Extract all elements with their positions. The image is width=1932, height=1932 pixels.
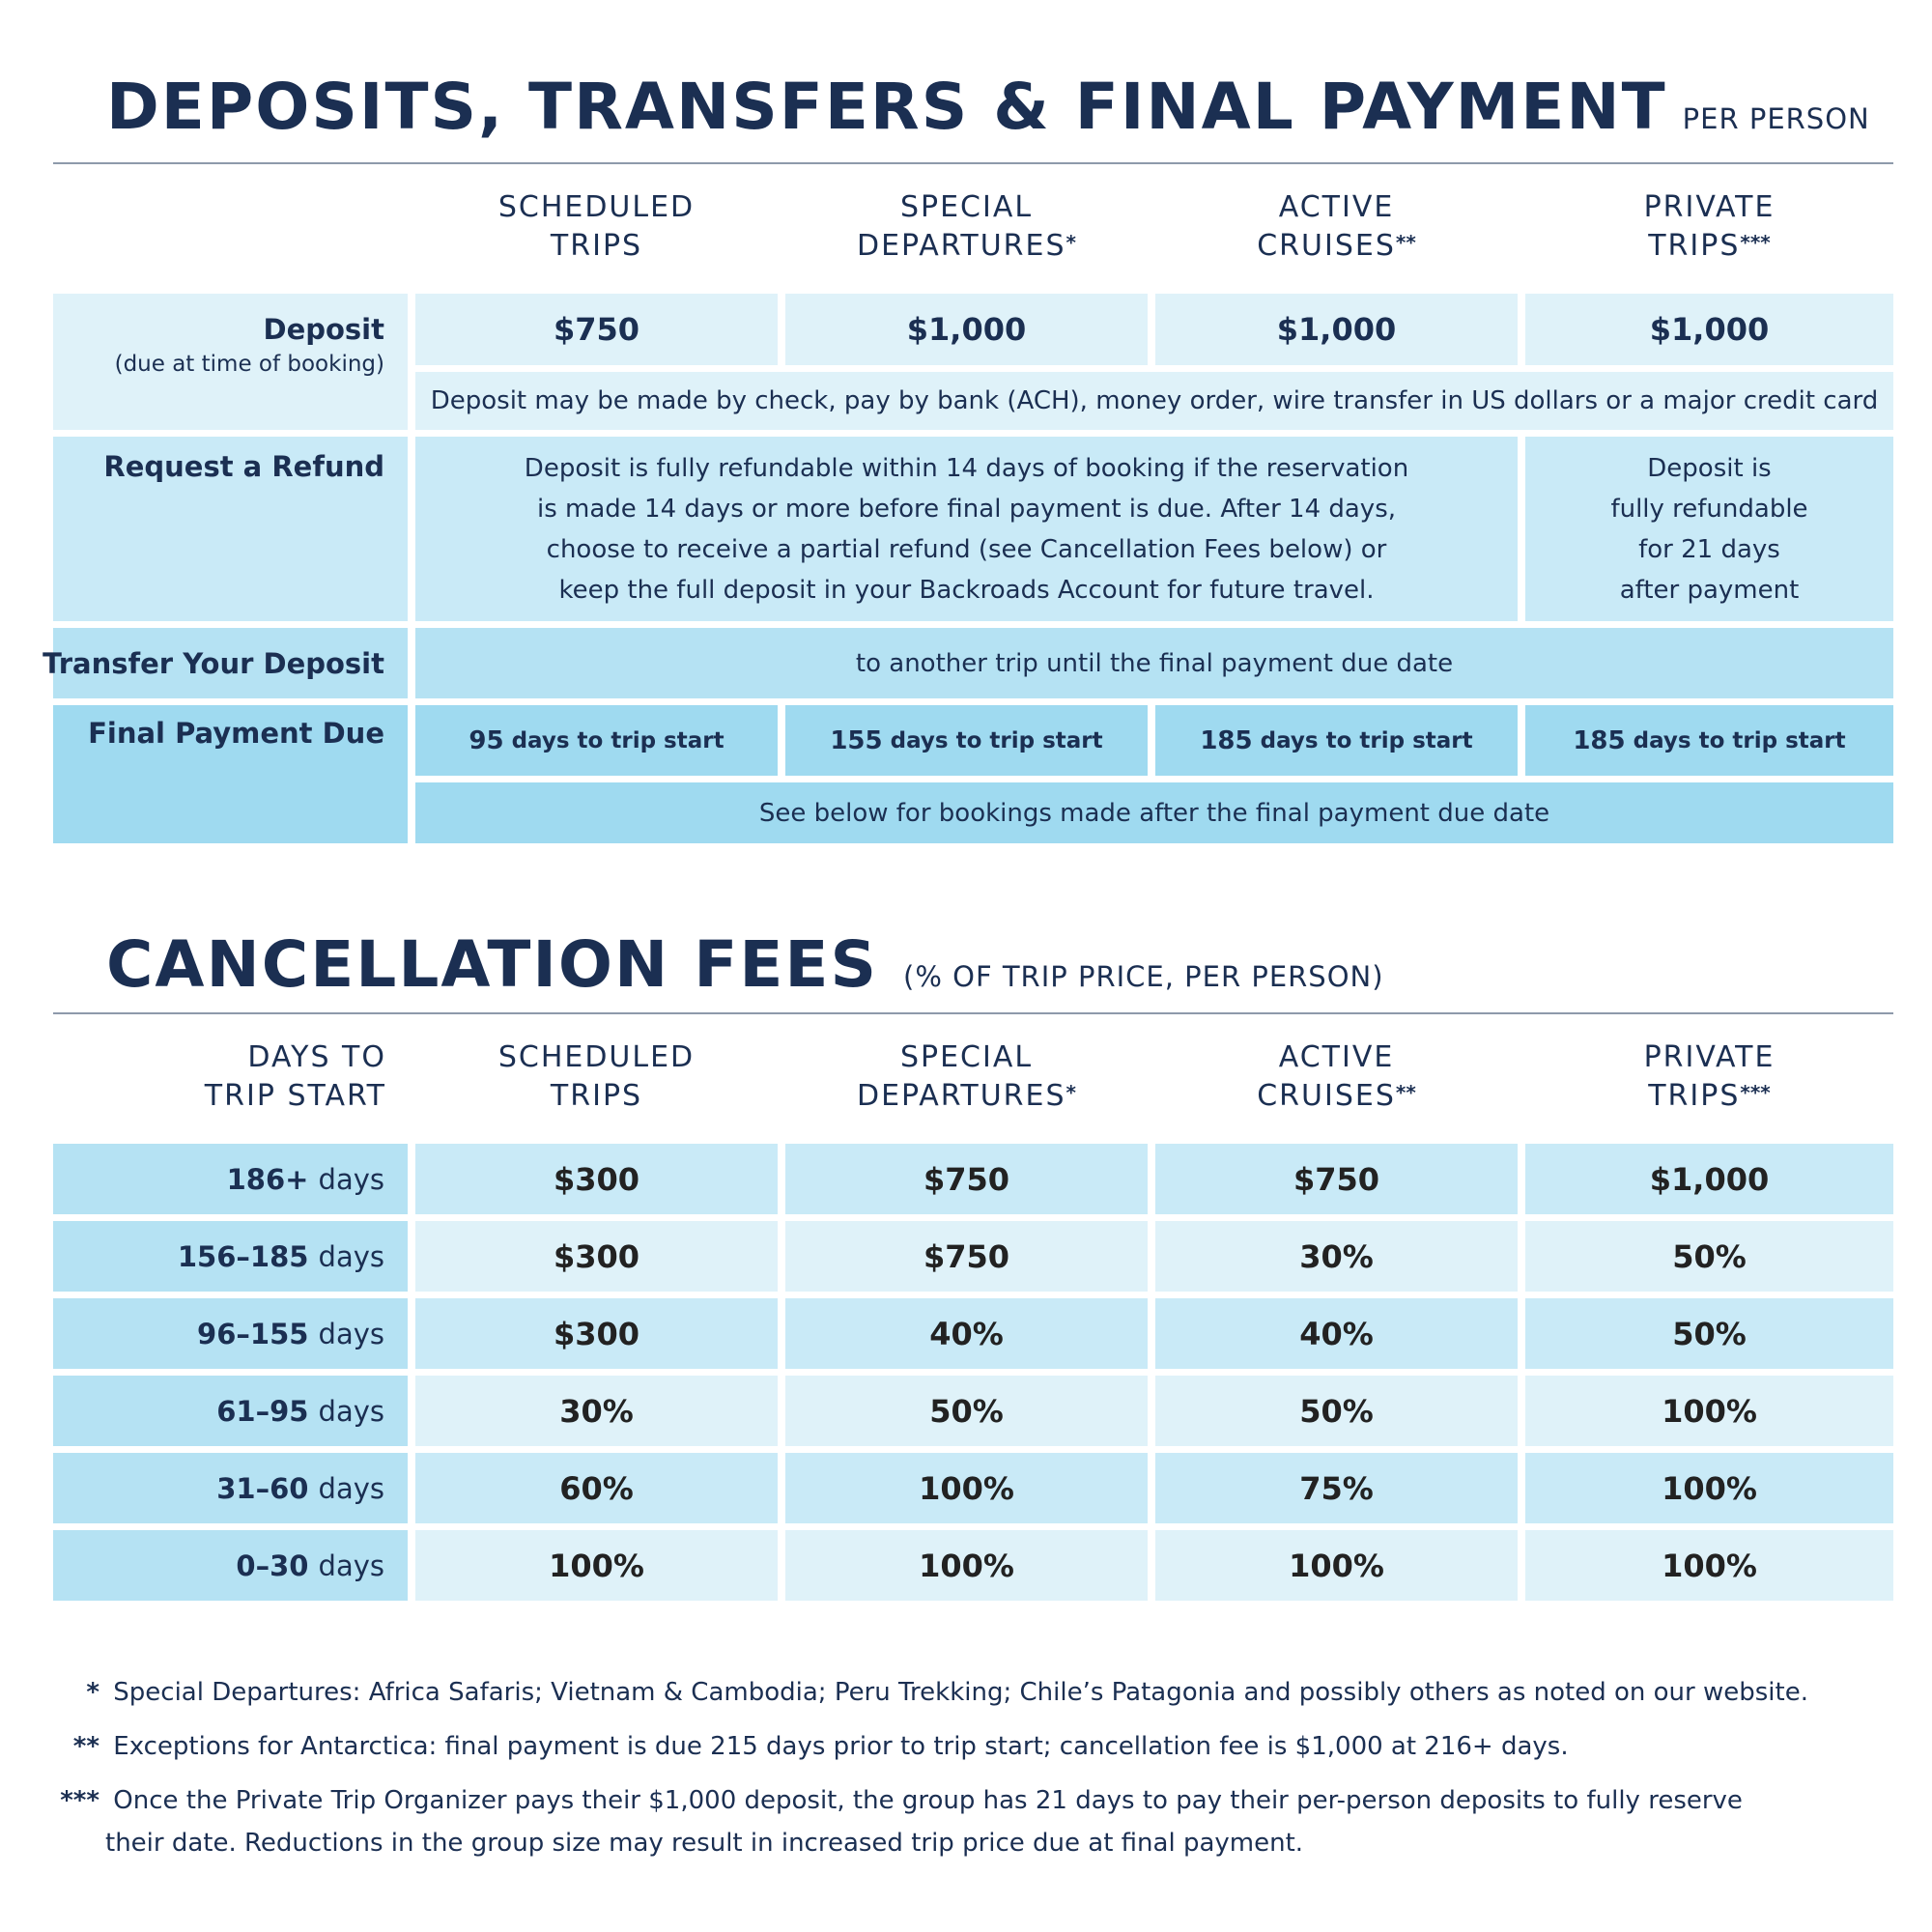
cancellation-cell: $300 <box>415 1298 778 1369</box>
transfer-text: to another trip until the final payment due date <box>415 628 1893 698</box>
cancellation-cell: 100% <box>1155 1530 1518 1601</box>
cancellation-cell: $750 <box>1155 1144 1518 1214</box>
deposit-label-cell <box>53 294 408 430</box>
cancellation-cell: 50% <box>1525 1221 1893 1292</box>
final-payment-private: 185 days to trip start <box>1525 705 1893 776</box>
deposit-value-active: $1,000 <box>1155 294 1518 365</box>
cancellation-cell: 100% <box>1525 1453 1893 1523</box>
deposits-title-note: PER PERSON <box>1682 102 1870 135</box>
cancellation-row-label: 156–185 days <box>53 1221 408 1292</box>
cancellation-cell: 50% <box>1525 1298 1893 1369</box>
cancellation-cell: 100% <box>415 1530 778 1601</box>
cancellation-cell: $750 <box>785 1144 1148 1214</box>
deposits-col-active: ACTIVE CRUISES** <box>1257 190 1416 263</box>
cancellation-col-special: SPECIAL DEPARTURES* <box>856 1040 1076 1113</box>
deposits-col-private: PRIVATE TRIPS*** <box>1643 190 1776 263</box>
cancellation-cell: 40% <box>785 1298 1148 1369</box>
footnote-active-cruises: ** Exceptions for Antarctica: final payment is due 215 days prior to trip start; cancellation fee is $1,000 at 216+ days. <box>72 1732 1569 1761</box>
deposit-payment-note: Deposit may be made by check, pay by bank (ACH), money order, wire transfer in US dollars or a major credit card <box>415 372 1893 430</box>
cancellation-cell: 50% <box>1155 1376 1518 1446</box>
refund-private-text: Deposit is fully refundable for 21 days after payment <box>1525 437 1893 621</box>
footnote-private-trips-continued: their date. Reductions in the group size may result in increased trip price due at final payment. <box>105 1829 1304 1858</box>
deposit-label: Deposit <box>263 313 384 346</box>
final-payment-label-cell <box>53 705 408 843</box>
deposit-sublabel: (due at time of booking) <box>114 352 384 377</box>
cancellation-cell: 50% <box>785 1376 1148 1446</box>
deposit-value-scheduled: $750 <box>415 294 778 365</box>
cancellation-row-label: 0–30 days <box>53 1530 408 1601</box>
refund-main-text: Deposit is fully refundable within 14 days of booking if the reservation is made 14 days or more before final payment is due. After 14 days, choose to receive a partial refund (see Cancellation Fees below) or keep the full deposit in your Backroads Account for future travel. <box>415 437 1518 621</box>
cancellation-cell: 100% <box>1525 1376 1893 1446</box>
deposits-title-row <box>106 70 1870 144</box>
cancellation-row-label: 31–60 days <box>53 1453 408 1523</box>
cancellation-cell: 30% <box>1155 1221 1518 1292</box>
cancellation-cell: 100% <box>785 1453 1148 1523</box>
final-payment-label: Final Payment Due <box>88 717 384 750</box>
deposit-value-special: $1,000 <box>785 294 1148 365</box>
deposits-col-special: SPECIAL DEPARTURES* <box>856 190 1076 263</box>
cancellation-cell: $300 <box>415 1144 778 1214</box>
transfer-label-cell <box>43 628 408 698</box>
cancellation-cell: $1,000 <box>1525 1144 1893 1214</box>
deposits-divider <box>53 162 1893 164</box>
cancellation-cell: 30% <box>415 1376 778 1446</box>
footnote-private-trips: *** Once the Private Trip Organizer pays their $1,000 deposit, the group has 21 days to pay their per-person deposits to fully reserve <box>60 1786 1743 1815</box>
deposits-title: DEPOSITS, TRANSFERS & FINAL PAYMENT <box>106 70 1667 144</box>
cancellation-col-scheduled: SCHEDULED TRIPS <box>497 1040 696 1113</box>
transfer-label: Transfer Your Deposit <box>43 646 384 680</box>
cancellation-row-label: 96–155 days <box>53 1298 408 1369</box>
cancellation-title-note: (% OF TRIP PRICE, PER PERSON) <box>903 960 1384 993</box>
deposits-col-scheduled: SCHEDULED TRIPS <box>497 190 696 263</box>
refund-label: Request a Refund <box>103 450 384 483</box>
cancellation-title-row <box>106 927 1384 1002</box>
cancellation-row-label: 186+ days <box>53 1144 408 1214</box>
final-payment-note: See below for bookings made after the final payment due date <box>415 782 1893 843</box>
cancellation-cell: 100% <box>785 1530 1148 1601</box>
cancellation-col-private: PRIVATE TRIPS*** <box>1643 1040 1776 1113</box>
cancellation-cell: 75% <box>1155 1453 1518 1523</box>
final-payment-active: 185 days to trip start <box>1155 705 1518 776</box>
final-payment-scheduled: 95 days to trip start <box>415 705 778 776</box>
cancellation-col-active: ACTIVE CRUISES** <box>1257 1040 1416 1113</box>
cancellation-cell: 40% <box>1155 1298 1518 1369</box>
cancellation-row-header: DAYS TO TRIP START <box>204 1040 386 1113</box>
final-payment-special: 155 days to trip start <box>785 705 1148 776</box>
cancellation-divider <box>53 1012 1893 1014</box>
cancellation-cell: $300 <box>415 1221 778 1292</box>
cancellation-cell: 100% <box>1525 1530 1893 1601</box>
cancellation-cell: $750 <box>785 1221 1148 1292</box>
footnote-special-departures: * Special Departures: Africa Safaris; Vietnam & Cambodia; Peru Trekking; Chile’s Patagonia and possibly others as noted on our website. <box>86 1678 1808 1707</box>
cancellation-title: CANCELLATION FEES <box>106 927 879 1002</box>
cancellation-row-label: 61–95 days <box>53 1376 408 1446</box>
cancellation-cell: 60% <box>415 1453 778 1523</box>
deposit-value-private: $1,000 <box>1525 294 1893 365</box>
refund-label-cell <box>53 437 408 621</box>
